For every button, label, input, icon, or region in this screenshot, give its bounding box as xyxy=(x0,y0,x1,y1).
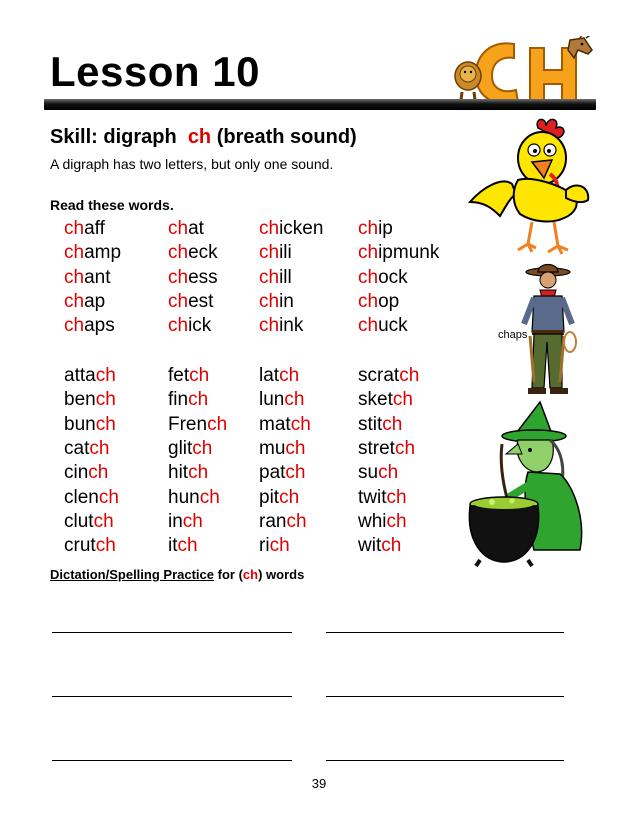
word-digraph: ch xyxy=(259,290,280,312)
word-initial xyxy=(64,267,111,289)
word-rest: scrat xyxy=(358,365,400,386)
word-rest: icken xyxy=(279,218,324,239)
word-initial xyxy=(259,291,294,313)
word-digraph: ch xyxy=(259,266,280,288)
word-final xyxy=(168,535,198,557)
word-rest: at xyxy=(188,218,204,239)
word-digraph: ch xyxy=(168,218,189,239)
word-rest: hit xyxy=(168,462,189,484)
word-final xyxy=(259,365,299,387)
word-rest: whi xyxy=(358,510,387,532)
word-rest: ipmunk xyxy=(378,242,440,264)
word-digraph: ch xyxy=(95,413,116,435)
word-digraph: ch xyxy=(378,462,399,484)
word-rest: ap xyxy=(84,290,106,312)
word-rest: ink xyxy=(279,315,304,337)
word-rest: lun xyxy=(259,389,285,411)
word-initial xyxy=(259,218,323,240)
word-rest: mat xyxy=(259,413,291,435)
word-initial xyxy=(358,242,439,264)
word-digraph: ch xyxy=(188,389,209,411)
word-final xyxy=(358,438,415,460)
word-final xyxy=(168,438,212,460)
word-rest: wit xyxy=(358,535,382,557)
page-title: Lesson 10 xyxy=(50,48,260,95)
writing-line[interactable] xyxy=(326,632,564,633)
word-rest: it xyxy=(168,535,178,557)
word-rest: twit xyxy=(358,486,387,508)
word-digraph: ch xyxy=(284,389,305,411)
skill-prefix: Skill: digraph xyxy=(50,126,177,148)
word-digraph: ch xyxy=(189,365,210,386)
word-digraph: ch xyxy=(259,218,280,239)
word-rest: atta xyxy=(64,365,96,386)
word-digraph: ch xyxy=(279,486,300,508)
word-digraph: ch xyxy=(95,365,116,386)
word-digraph: ch xyxy=(168,315,189,337)
word-rest: est xyxy=(188,290,214,312)
word-rest: fin xyxy=(168,389,189,411)
writing-line[interactable] xyxy=(52,760,292,761)
word-initial xyxy=(64,218,105,240)
word-digraph: ch xyxy=(64,266,85,288)
word-final xyxy=(168,511,203,533)
skill-heading xyxy=(50,126,357,149)
chaps-caption: chaps xyxy=(498,329,528,341)
word-digraph: ch xyxy=(64,290,85,312)
word-digraph: ch xyxy=(95,535,116,557)
word-final xyxy=(259,438,305,460)
skill-digraph: ch xyxy=(187,126,212,148)
title-underline-bar xyxy=(44,99,596,110)
word-digraph: ch xyxy=(259,242,280,264)
word-digraph: ch xyxy=(290,413,311,435)
word-rest: Fren xyxy=(168,413,208,435)
word-rest: cat xyxy=(64,437,90,459)
word-digraph: ch xyxy=(182,510,203,532)
word-final xyxy=(259,487,299,509)
word-digraph: ch xyxy=(98,486,119,508)
word-rest: ran xyxy=(259,510,287,532)
word-digraph: ch xyxy=(93,510,114,532)
word-digraph: ch xyxy=(285,437,306,459)
page-number: 39 xyxy=(311,776,327,791)
word-final xyxy=(358,365,419,387)
word-rest: ri xyxy=(259,535,270,557)
skill-suffix: (breath sound) xyxy=(216,126,357,148)
word-initial xyxy=(358,315,408,337)
word-final xyxy=(358,389,413,411)
word-final xyxy=(358,462,398,484)
chicken-illustration xyxy=(462,118,592,264)
word-rest: fet xyxy=(168,365,190,386)
word-digraph: ch xyxy=(192,437,213,459)
word-rest: clen xyxy=(64,486,99,508)
word-rest: cin xyxy=(64,462,89,484)
word-digraph: ch xyxy=(64,242,85,264)
word-initial xyxy=(168,315,211,337)
word-digraph: ch xyxy=(89,437,110,459)
word-final xyxy=(168,414,227,436)
word-initial xyxy=(358,218,393,240)
word-initial xyxy=(168,291,213,313)
word-rest: ben xyxy=(64,389,96,411)
word-digraph: ch xyxy=(386,510,407,532)
word-initial xyxy=(259,315,303,337)
word-rest: stret xyxy=(358,437,395,459)
word-digraph: ch xyxy=(279,365,300,386)
word-rest: ill xyxy=(279,266,292,288)
writing-line[interactable] xyxy=(326,760,564,761)
word-rest: op xyxy=(378,290,400,312)
word-rest: aff xyxy=(84,218,105,239)
dictation-close: ) words xyxy=(258,567,305,582)
word-final xyxy=(64,462,108,484)
word-initial xyxy=(259,267,292,289)
word-rest: aps xyxy=(84,315,115,337)
word-digraph: ch xyxy=(207,413,228,435)
word-final xyxy=(64,365,116,387)
word-initial xyxy=(259,242,292,264)
word-rest: eck xyxy=(188,242,218,264)
word-digraph: ch xyxy=(386,486,407,508)
word-digraph: ch xyxy=(177,535,198,557)
word-final xyxy=(168,462,208,484)
word-rest: crut xyxy=(64,535,96,557)
word-final xyxy=(259,462,306,484)
dictation-digraph: ch xyxy=(242,567,259,582)
word-rest: lat xyxy=(259,365,280,386)
word-rest: pat xyxy=(259,462,286,484)
word-rest: sket xyxy=(358,389,393,411)
word-initial xyxy=(64,291,105,313)
word-final xyxy=(168,487,220,509)
word-digraph: ch xyxy=(269,535,290,557)
word-digraph: ch xyxy=(399,365,420,386)
word-digraph: ch xyxy=(168,266,189,288)
word-rest: ili xyxy=(279,242,292,264)
word-final xyxy=(259,511,307,533)
word-rest: glit xyxy=(168,437,193,459)
word-final xyxy=(64,487,119,509)
word-digraph: ch xyxy=(168,290,189,312)
word-final xyxy=(358,487,407,509)
word-final xyxy=(259,389,304,411)
word-rest: uck xyxy=(378,315,408,337)
word-initial xyxy=(168,242,218,264)
witch-cauldron-illustration xyxy=(462,400,592,568)
dictation-label: Dictation/Spelling Practice xyxy=(50,567,214,582)
word-rest: bun xyxy=(64,413,96,435)
word-digraph: ch xyxy=(358,266,379,288)
writing-line[interactable] xyxy=(326,696,564,697)
word-rest: mu xyxy=(259,437,286,459)
word-digraph: ch xyxy=(381,535,402,557)
dictation-heading xyxy=(50,567,304,582)
word-rest: in xyxy=(279,290,294,312)
word-rest: ick xyxy=(188,315,212,337)
word-digraph: ch xyxy=(358,218,379,239)
word-final xyxy=(259,535,290,557)
word-digraph: ch xyxy=(394,437,416,459)
word-rest: amp xyxy=(84,242,122,264)
word-digraph: ch xyxy=(358,315,379,337)
dictation-for: for ( xyxy=(217,567,243,582)
word-final xyxy=(64,511,114,533)
word-final xyxy=(64,535,116,557)
word-final xyxy=(64,438,109,460)
word-digraph: ch xyxy=(392,389,413,411)
word-rest: stit xyxy=(358,413,383,435)
word-final xyxy=(358,535,401,557)
word-rest: ock xyxy=(378,266,408,288)
word-digraph: ch xyxy=(188,462,209,484)
word-final xyxy=(64,389,116,411)
word-rest: clut xyxy=(64,510,94,532)
word-final xyxy=(358,414,402,436)
word-initial xyxy=(168,218,204,240)
word-digraph: ch xyxy=(64,315,85,337)
word-final xyxy=(168,389,208,411)
word-final xyxy=(168,365,209,387)
word-digraph: ch xyxy=(168,242,189,264)
word-final xyxy=(358,511,407,533)
word-digraph: ch xyxy=(88,462,109,484)
word-digraph: ch xyxy=(95,389,116,411)
word-rest: pit xyxy=(259,486,280,508)
word-rest: ant xyxy=(84,266,111,288)
word-rest: in xyxy=(168,510,183,532)
writing-line[interactable] xyxy=(52,632,292,633)
word-rest: ip xyxy=(378,218,393,239)
word-digraph: ch xyxy=(259,315,280,337)
word-digraph: ch xyxy=(358,290,379,312)
word-digraph: ch xyxy=(285,462,306,484)
intro-text: A digraph has two letters, but only one sound. xyxy=(50,156,334,172)
read-words-heading: Read these words. xyxy=(50,197,174,213)
word-rest: hun xyxy=(168,486,200,508)
writing-line[interactable] xyxy=(52,696,292,697)
word-digraph: ch xyxy=(64,218,85,239)
word-final xyxy=(64,414,116,436)
word-rest: su xyxy=(358,462,379,484)
word-digraph: ch xyxy=(382,413,403,435)
word-initial xyxy=(168,267,218,289)
word-final xyxy=(259,414,311,436)
word-rest: ess xyxy=(188,266,218,288)
word-initial xyxy=(358,291,399,313)
word-initial xyxy=(64,315,115,337)
word-initial xyxy=(358,267,408,289)
word-digraph: ch xyxy=(286,510,307,532)
word-digraph: ch xyxy=(199,486,220,508)
word-initial xyxy=(64,242,121,264)
word-digraph: ch xyxy=(358,242,379,264)
